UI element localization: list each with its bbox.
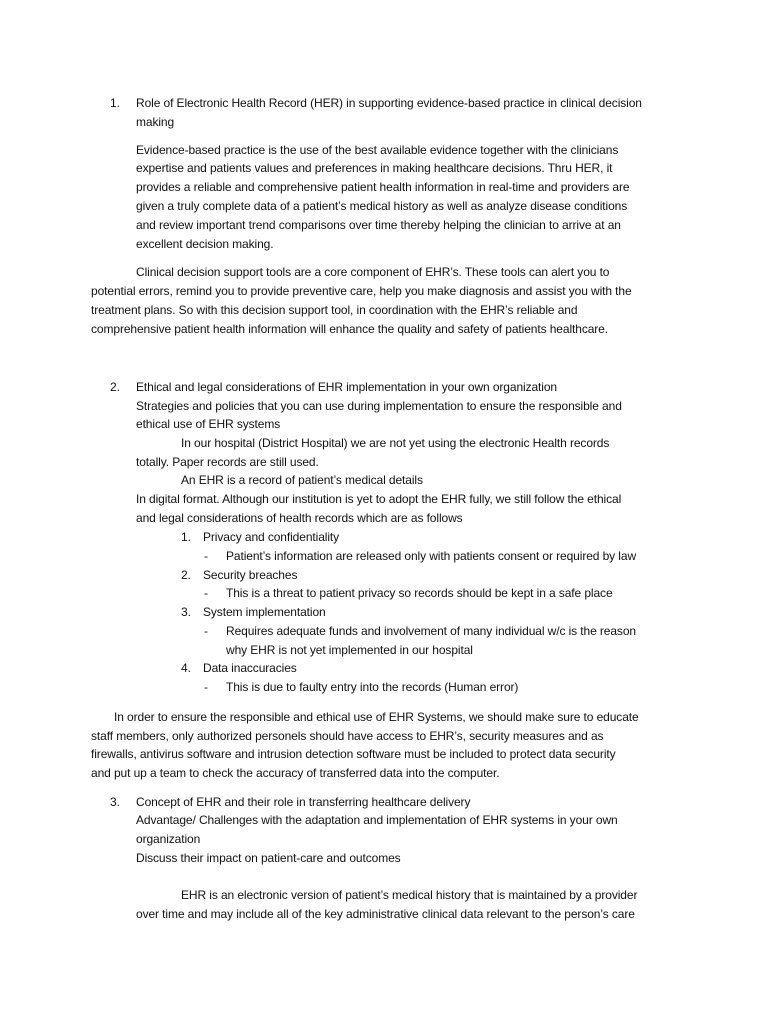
list-item-note: Requires adequate funds and involvement of many individual w/c is the reason (226, 624, 636, 638)
list-item-number: 4. (181, 661, 191, 675)
list-item-label: Security breaches (203, 568, 298, 582)
section2-closing-line: staff members, only authorized personels should have access to EHR’s, security measures and as (91, 729, 604, 743)
list-item-number: 1. (181, 530, 191, 544)
section1-number: 1. (110, 96, 120, 110)
section1-para1-line: Evidence-based practice is the use of the best available evidence together with the clinicians (136, 143, 619, 157)
section1-para1-line: given a truly complete data of a patient’s medical history as well as analyze disease conditions (136, 199, 628, 213)
section2-title-line: Ethical and legal considerations of EHR implementation in your own organization (136, 380, 558, 394)
section2-body-line: An EHR is a record of patient’s medical details (181, 473, 423, 487)
list-item-note: Patient’s information are released only with patients consent or required by law (226, 549, 637, 563)
list-item-label: System implementation (203, 605, 326, 619)
section1-para2-line: comprehensive patient health information will enhance the quality and safety of patients healthcare. (91, 322, 608, 336)
section3-number: 3. (110, 795, 120, 809)
section2-body-line: In digital format. Although our institution is yet to adopt the EHR fully, we still follow the ethical (136, 492, 622, 506)
section2-body-line: totally. Paper records are still used. (136, 455, 319, 469)
list-item-dash: - (204, 624, 208, 638)
section3-title-line: Discuss their impact on patient-care and outcomes (136, 851, 401, 865)
section3-title-line: Advantage/ Challenges with the adaptation and implementation of EHR systems in your own (136, 813, 618, 827)
list-item-number: 3. (181, 605, 191, 619)
list-item-number: 2. (181, 568, 191, 582)
section1-para2-line: Clinical decision support tools are a core component of EHR’s. These tools can alert you to (136, 265, 610, 279)
section1-para2-line: treatment plans. So with this decision support tool, in coordination with the EHR’s reliable and (91, 303, 578, 317)
section1-title-line: making (136, 115, 175, 129)
section1-para1-line: provides a reliable and comprehensive patient health information in real-time and providers are (136, 180, 630, 194)
section3-title-line: organization (136, 832, 201, 846)
list-item-dash: - (204, 680, 208, 694)
section1-para2-line: potential errors, remind you to provide preventive care, help you make diagnosis and assist you with the (91, 284, 632, 298)
section2-closing-line: and put up a team to check the accuracy of transferred data into the computer. (91, 766, 500, 780)
list-item-dash: - (204, 586, 208, 600)
section1-para1-line: expertise and patients values and preferences in making healthcare decisions. Thru HER, it (136, 161, 613, 175)
list-item-label: Data inaccuracies (203, 661, 297, 675)
list-item-note: This is due to faulty entry into the records (Human error) (226, 680, 519, 694)
section2-number: 2. (110, 380, 120, 394)
section2-title-line: Strategies and policies that you can use during implementation to ensure the responsible and (136, 399, 622, 413)
section2-title-line: ethical use of EHR systems (136, 417, 281, 431)
section1-para1-line: and review important trend comparisons over time thereby helping the clinician to arrive at an (136, 218, 621, 232)
section3-para-line: EHR is an electronic version of patient’s medical history that is maintained by a provider (181, 888, 638, 902)
list-item-label: Privacy and confidentiality (203, 530, 340, 544)
section1-para1-line: excellent decision making. (136, 237, 274, 251)
section2-closing-line: firewalls, antivirus software and intrusion detection software must be included to protect data security (91, 747, 616, 761)
section2-closing-line: In order to ensure the responsible and ethical use of EHR Systems, we should make sure to educate (114, 710, 639, 724)
section3-title-line: Concept of EHR and their role in transferring healthcare delivery (136, 795, 471, 809)
section1-title-line: Role of Electronic Health Record (HER) in supporting evidence-based practice in clinical decision (136, 96, 642, 110)
list-item-note: why EHR is not yet implemented in our hospital (226, 643, 473, 657)
section2-body-line: In our hospital (District Hospital) we are not yet using the electronic Health records (181, 436, 610, 450)
section2-body-line: and legal considerations of health records which are as follows (136, 511, 463, 525)
list-item-dash: - (204, 549, 208, 563)
list-item-note: This is a threat to patient privacy so records should be kept in a safe place (226, 586, 613, 600)
section3-para-line: over time and may include all of the key administrative clinical data relevant to the person’s care (136, 907, 635, 921)
